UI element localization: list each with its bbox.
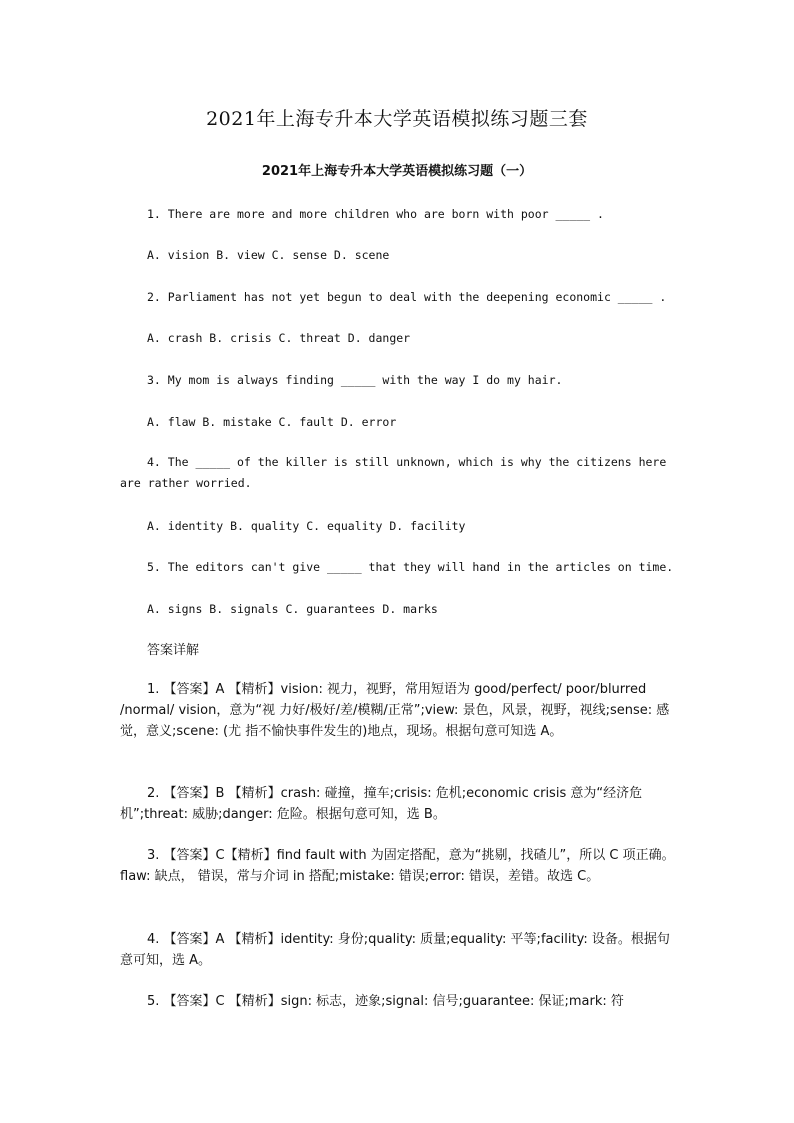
question-4-stem — [120, 452, 680, 494]
question-1-options: A. vision B. view C. sense D. scene — [147, 248, 390, 262]
question-1-stem: 1. There are more and more children who are born with poor _____ . — [147, 207, 604, 221]
question-4-text: 4. The _____ of the killer is still unknown, which is why the citizens here are rather worried. — [120, 455, 667, 490]
answer-2 — [120, 783, 680, 825]
answers-heading: 答案详解 — [147, 643, 200, 658]
answer-3 — [120, 845, 680, 887]
section-subtitle: 2021年上海专升本大学英语模拟练习题（一） — [261, 164, 533, 179]
answer-1 — [120, 679, 680, 742]
answer-2-text: 2. 【答案】B 【精析】crash: 碰撞，撞车;crisis: 危机;economic crisis 意为“经济危机”;threat: 威胁;danger: 危险。根据句意可知，选 B。 — [120, 786, 643, 822]
answer-5 — [120, 991, 680, 1012]
answer-4 — [120, 929, 680, 971]
question-4-options: A. identity B. quality C. equality D. facility — [147, 519, 466, 533]
answer-3-text: 3. 【答案】C【精析】find fault with 为固定搭配，意为“挑剔，找碴儿”，所以 C 项正确。flaw: 缺点， 错误，常与介词 in 搭配;mistake: 错误;error: 错误，差错。故选 C。 — [120, 848, 675, 884]
answer-4-text: 4. 【答案】A 【精析】identity: 身份;quality: 质量;equality: 平等;facility: 设备。根据句意可知，选 A。 — [120, 932, 670, 968]
document-title: 2021年上海专升本大学英语模拟练习题三套 — [206, 108, 588, 130]
answer-5-text: 5. 【答案】C 【精析】sign: 标志，迹象;signal: 信号;guarantee: 保证;mark: 符 — [147, 994, 624, 1009]
question-2-options: A. crash B. crisis C. threat D. danger — [147, 331, 411, 345]
question-3-stem: 3. My mom is always finding _____ with the way I do my hair. — [147, 373, 563, 387]
question-5-stem: 5. The editors can't give _____ that they will hand in the articles on time. — [147, 560, 674, 574]
answer-1-text: 1. 【答案】A 【精析】vision: 视力，视野，常用短语为 good/perfect/ poor/blurred /normal/ vision，意为“视 力好/极好/差/模糊/正常”;view: 景色，风景，视野，视线;sense: 感觉，意义;scene: (尤 指不愉快事件发生的)地点，现场。根据句意可知选 A。 — [120, 682, 670, 739]
question-3-options: A. flaw B. mistake C. fault D. error — [147, 415, 397, 429]
question-5-options: A. signs B. signals C. guarantees D. marks — [147, 602, 438, 616]
question-2-stem: 2. Parliament has not yet begun to deal with the deepening economic _____ . — [147, 290, 667, 304]
